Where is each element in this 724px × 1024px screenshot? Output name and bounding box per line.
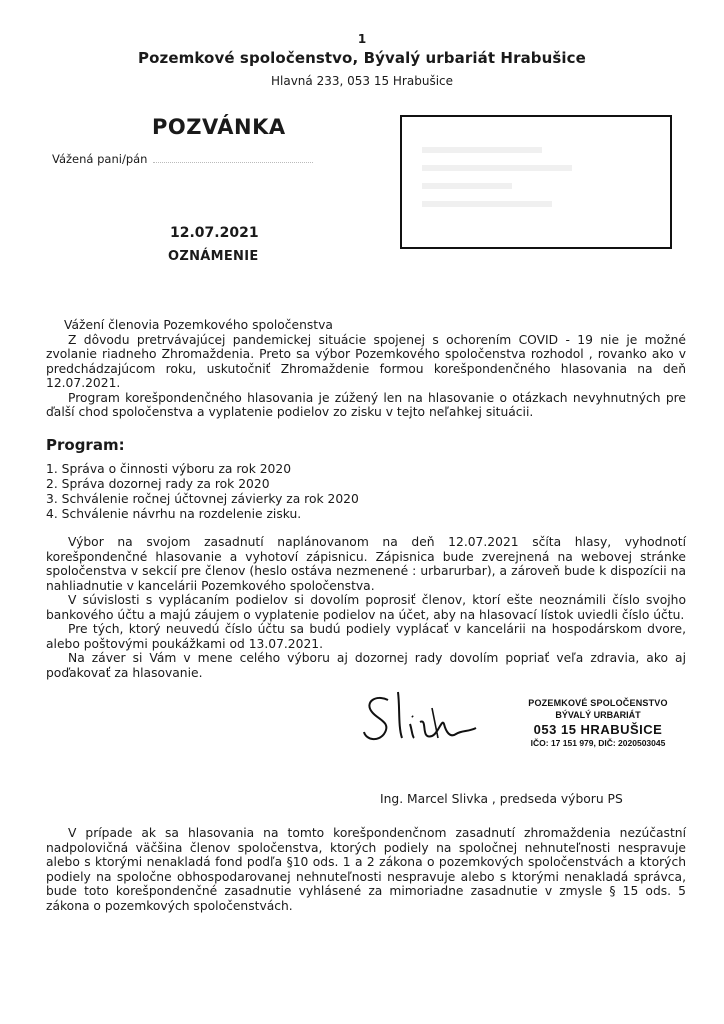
program-item: 3. Schválenie ročnej účtovnej závierky za rok 2020 — [46, 492, 359, 506]
body-paragraph-3: Pre tých, ktorý neuvedú číslo účtu sa budú podiely vyplácať v kancelárii na hospodárskom dvore, alebo poštovými poukážkami od 13.07.2021. — [46, 622, 686, 651]
intro-section — [46, 318, 686, 420]
notice-heading: OZNÁMENIE — [168, 249, 259, 264]
organization-name: Pozemkové spoločenstvo, Bývalý urbariát Hrabušice — [138, 49, 586, 67]
program-list — [46, 462, 359, 522]
organization-stamp — [508, 698, 688, 748]
organization-address: Hlavná 233, 053 15 Hrabušice — [270, 74, 454, 88]
document-title: POZVÁNKA — [152, 115, 286, 139]
stamp-line: POZEMKOVÉ SPOLOČENSTVO — [528, 698, 668, 708]
intro-paragraph-2: Program korešpondenčného hlasovania je zúžený len na hlasovanie o otázkach nevyhnutných pre ďalší chod spoločenstva a vyplatenie podielov zo zisku v tejto neľahkej situácii. — [46, 390, 686, 419]
recipient-address-box — [400, 115, 672, 249]
handwritten-signature — [358, 688, 498, 748]
stamp-line: BÝVALÝ URBARIÁT — [555, 710, 641, 720]
footer-paragraph: V prípade ak sa hlasovania na tomto korešpondenčnom zasadnutí zhromaždenia nezúčastní nadpolovičná väčšina členov spoločenstva, ktorých podiely na spoločnej nehnuteľnosti nespravuje alebo s ktorými nenakladá fond podľa §10 ods. 1 a 2 zákona o pozemkových spoločenstvách a ktorých podiely na spoločne obhospodarovanej nehnuteľnosti nespravuje alebo s ktorými nenakladá správca, bude toto korešpondenčné zasadnutie vyhlásené za mimoriadne zasadnutie v zmysle § 15 ods. 5 zákona o pozemkových spoločenstvách. — [46, 826, 686, 913]
body-section — [46, 535, 686, 680]
body-paragraph-2: V súvislosti s vyplácaním podielov si dovolím poprosiť členov, ktorí ešte neoznámili číslo svojho bankového účtu a majú záujem o vyplatenie podielov na účet, aby na hlasovací lístok uviedli číslo účtu. — [46, 593, 686, 622]
program-item: 1. Správa o činnosti výboru za rok 2020 — [46, 462, 292, 476]
recipient-name-line — [153, 162, 313, 163]
redacted-address-line — [422, 147, 542, 153]
program-item: 4. Schválenie návrhu na rozdelenie zisku. — [46, 507, 302, 521]
body-paragraph-4: Na záver si Vám v mene celého výboru aj dozornej rady dovolím popriať veľa zdravia, ako aj poďakovať za hlasovanie. — [46, 651, 686, 680]
stamp-line: 053 15 HRABUŠICE — [533, 722, 663, 737]
program-item: 2. Správa dozornej rady za rok 2020 — [46, 477, 270, 491]
redacted-address-line — [422, 201, 552, 207]
signer-name: Ing. Marcel Slivka , predseda výboru PS — [380, 792, 623, 806]
salutation-text: Vážená pani/pán — [52, 152, 148, 166]
redacted-address-line — [422, 183, 512, 189]
footer-note — [46, 826, 686, 913]
document-date: 12.07.2021 — [170, 225, 259, 241]
salutation — [52, 152, 313, 166]
page-number: 1 — [357, 32, 367, 46]
intro-paragraph-1: Z dôvodu pretrvávajúcej pandemickej situácie spojenej s ochorením COVID - 19 nie je možné zvolanie riadneho Zhromaždenia. Preto sa výbor Pozemkového spoločenstva rozhodol , rovanko ako v predchádzajúcom roku, uskutočniť Zhromaždenie formou korešpondenčného hlasovania na deň 12.07.2021. — [46, 332, 686, 390]
intro-greeting: Vážení členovia Pozemkového spoločenstva — [64, 318, 333, 332]
program-heading: Program: — [46, 436, 125, 454]
body-paragraph-1: Výbor na svojom zasadnutí naplánovanom na deň 12.07.2021 sčíta hlasy, vyhodnotí korešpondenčné hlasovanie a vyhotoví zápisnicu. Zápisnica bude zverejnená na webovej stránke spoločenstva v sekcií pre členov (heslo ostáva nezmenené : urbarurbar), a zároveň bude k dispozícii na nahliadnutie v kancelárii Pozemkového spoločenstva. — [46, 535, 686, 593]
redacted-address-line — [422, 165, 572, 171]
stamp-line: IČO: 17 151 979, DIČ: 2020503045 — [530, 738, 666, 748]
